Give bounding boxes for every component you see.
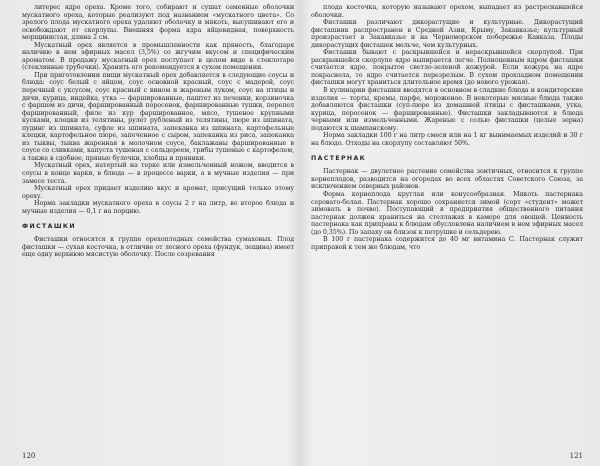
left-paragraph: Норма закладки мускатного ореха в соусы 2 г на литр, во второе блюда и мучные изделия — 0,1 г на порцию. — [22, 200, 294, 215]
page-number-right: 121 — [569, 452, 583, 460]
right-paragraph: В кулинарии фисташки вводятся в основном в сладкие блюда и кондитерские изделия — торты, кремы, парфе, мороженое. В некоторые мясные блюда также добавляются фисташки (суп-пюре из домашней птицы с фисташками, утка, курица, поросенок — фаршированные). Фисташки закладываются в блюда черными или измельченными. Жареные с солью фисташки (целые зерна) подаются к шампанскому. — [311, 87, 583, 132]
page-number-left: 120 — [22, 452, 36, 460]
right-paragraph: Норма закладки 100 г на литр смеси или на 1 кг вынимаемых изделий и 30 г на блюдо. Отходы на скорлупу составляют 50%. — [311, 132, 583, 147]
right-paragraph: Фисташки бывают с раскрывшейся и нераскрывшейся скорлупой. При раскрывшейся скорлупе ядро выпирается легче. Полноценным ядром фисташки считается ядро, покрытое светло-зеленой кожурой. Если кожура на ядре покраснела, то ядро считается перезрелым. В сухом прохладном помещении фисташки могут храниться длительное время (до нового урожая). — [311, 49, 583, 87]
right-page — [311, 4, 583, 462]
left-paragraph: Мускатный орех является в промышленности как пряность, благодаря наличию в нем эфирных масел (3,5%) со жгучим вкусом и специфическим ароматом. В продажу мускатный орех поступает в целом виде в стеклотаре (стеклянные трубочки). Хранить его рекомендуется в сухом помещении. — [22, 41, 294, 72]
section-heading-parsnip: ПАСТЕРНАК — [311, 155, 367, 163]
left-paragraph: Мускатный орех придает изделию вкус и аромат, присущий только этому ореху. — [22, 185, 294, 200]
right-paragraph: Фисташки различают дикорастущие и культурные. Дикорастущий фисташник распространен в Средней Азии, Крыму, Закавказье; культурный произрастает в Закавказье и на Черноморском побережье Кавказа. Плоды дикорастущих фисташек мельче, чем культурных. — [311, 19, 583, 49]
right-paragraph: Форма корнеплода круглая или конусообразная. Мякоть пастернака серовато-белая. Пастернак хорошо сохраняется зимой (сорт «студент» может зимовать в почве). Поступающий в предприятия общественного питания пастернак должен храниться на стеллажах в камере для овощей. Ценность пастернака как приправы к блюдам обусловлена наличием в нем эфирных масел (до 0,35%). По запаху он близок к петрушке и сельдерею. — [311, 191, 583, 236]
right-paragraph: плода косточка, которую называют орехом, выпадает из растрескавшейся оболочки. — [311, 4, 583, 19]
section-heading-pistachios: ФИСТАШКИ — [22, 223, 76, 231]
left-paragraph: При приготовлении пищи мускатный орех добавляется в следующие соусы и блюда: соус белый с яйцом, соус основной красный, соус с мадерой, соус перечный с уксусом, соус красный с вином и жареным луком, соус на птицы и дичи, курица, индейка, утка — фаршированные, паштет из печенки, корзиночка с фаршем из дичи, фаршированный поросенок, фаршированные тушки, перепел фаршированный, филе из кур фаршированное, мясо, тушеное крупными кусками, клецки из телятины, рулет рубленый из телятины, пюре из шпината, пудинг из шпината, суфле из шпината, запеканка из шпината, картофельные клецки, картофельное пюре, запеченное с сыром, запеканка из риса, запеканка из тыквы, тыква жаренная в молочном соусе, баклажаны фаршированные в соусе со сливками, капуста тушеная с сельдереем, грибы тушеные с картофелем, а также в сдобное, пряные булочки, хлебцы и пряники. — [22, 71, 294, 162]
left-page — [22, 4, 294, 462]
right-paragraph: Пастернак — двулетнее растение семейства зонтичных, относится к группе корнеплодов, разводится на огородах во всех областях Советского Союза, за исключением северных районов. — [311, 168, 583, 191]
left-paragraph: литерес ядро ореха. Кроме того, собирают и сушат семенные оболочки мускатного ореха, которые реализуют под названием «мускатного цвета». Со зрелого плода мускатного ореха удаляют оболочку и мякоть, высушивают его и освобождают от скорлупы. Внешняя форма ядра яйцевидная, поверхность морщинистая, длина 2 см. — [22, 4, 294, 42]
left-paragraph: Фисташки относятся к группе орехоплодных семейства сумаховых. Плод фисташки — сухая косточка, в отличие от лесного ореха (фундук, лещина) имеет еще одну верхнюю мясистую оболочку. После созревания — [22, 236, 294, 259]
left-paragraph: Мускатный орех, натертый на терке или измельченный ножом, вводится в соусы в конце варки, в блюда — в процессе варки, а в мучные изделия — при замесе теста. — [22, 162, 294, 185]
right-paragraph: В 100 г пастернака содержится до 40 мг витамина С. Пастернак служит приправой к тем же блюдам, что — [311, 236, 583, 251]
